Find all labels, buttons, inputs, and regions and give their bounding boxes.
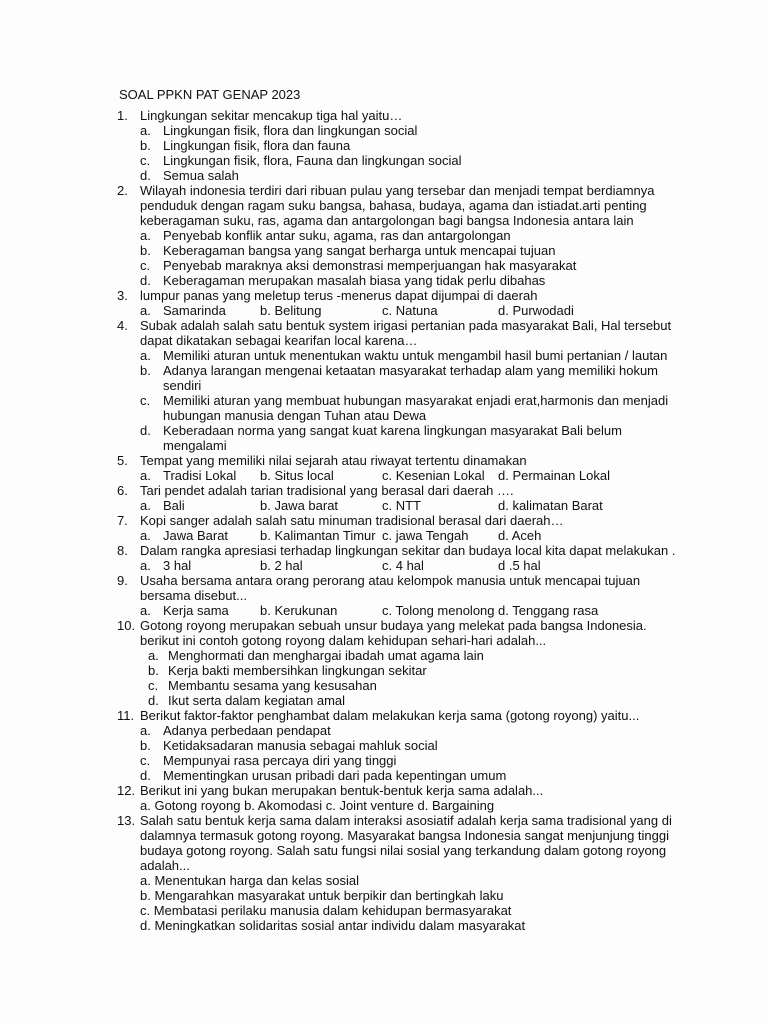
option-letter: c. [140, 153, 151, 168]
option-letter: a. [140, 348, 151, 363]
answer-option: c. Membatasi perilaku manusia dalam kehidupan bermasyarakat [140, 903, 512, 918]
option-letter: a. [140, 723, 151, 738]
answer-option: d. kalimatan Barat [498, 498, 603, 513]
question-text: Tempat yang memiliki nilai sejarah atau riwayat tertentu dinamakan [140, 453, 527, 468]
answer-option: c. Kesenian Lokal [382, 468, 485, 483]
question-10 [0, 618, 768, 708]
question-number: 4. [117, 318, 128, 333]
question-list [0, 108, 768, 933]
option-text: Semua salah [163, 168, 239, 183]
question-number: 6. [117, 483, 128, 498]
answer-option: b. Kalimantan Timur [260, 528, 376, 543]
question-number: 5. [117, 453, 128, 468]
question-11 [0, 708, 768, 783]
answer-option [0, 243, 768, 258]
answer-options-row [0, 558, 768, 573]
option-text: Lingkungan fisik, flora dan fauna [163, 138, 351, 153]
answer-option [0, 648, 768, 663]
question-stem [0, 318, 768, 348]
option-letter: d. [140, 168, 151, 183]
option-text: Keberagaman bangsa yang sangat berharga untuk mencapai tujuan [163, 243, 556, 258]
question-stem [0, 618, 768, 648]
option-letter: b. [140, 243, 151, 258]
option-letter: d. [140, 423, 151, 438]
option-letter: d. [140, 768, 151, 783]
answer-option: b. Mengarahkan masyarakat untuk berpikir dan bertingkah laku [140, 888, 504, 903]
answer-option [0, 168, 768, 183]
option-text: Ikut serta dalam kegiatan amal [168, 693, 346, 708]
option-letter: c. [148, 678, 159, 693]
question-stem [0, 708, 768, 723]
option-letter: a. [140, 558, 151, 573]
answer-option [0, 768, 768, 783]
answer-option: b. Jawa barat [260, 498, 339, 513]
option-text: Adanya larangan mengenai ketaatan masyarakat terhadap alam yang memiliki hokum sendiri [163, 363, 659, 393]
answer-option [0, 663, 768, 678]
answer-option [0, 393, 768, 423]
option-letter: c. [140, 393, 151, 408]
option-text: Mementingkan urusan pribadi dari pada kepentingan umum [163, 768, 507, 783]
question-text: Usaha bersama antara orang perorang atau kelompok manusia untuk mencapai tujuan bersama disebut... [140, 573, 641, 603]
question-9 [0, 573, 768, 618]
question-text: Lingkungan sekitar mencakup tiga hal yaitu… [140, 108, 403, 123]
answer-option: b. 2 hal [260, 558, 303, 573]
answer-option: c. jawa Tengah [382, 528, 469, 543]
question-text: Salah satu bentuk kerja sama dalam interaksi asosiatif adalah kerja sama tradisional yang di dalamnya termasuk gotong royong. Masyarakat bangsa Indonesia sangat menjunjung tinggi budaya gotong royong. Salah satu fungsi nilai sosial yang terkandung dalam gotong royong adalah... [140, 813, 672, 873]
question-number: 3. [117, 288, 128, 303]
option-letter: a. [140, 468, 151, 483]
question-stem [0, 288, 768, 303]
answer-option [0, 138, 768, 153]
question-stem [0, 183, 768, 228]
question-number: 13. [117, 813, 136, 828]
question-2 [0, 183, 768, 288]
answer-option [0, 738, 768, 753]
option-letter: b. [148, 663, 159, 678]
question-number: 9. [117, 573, 128, 588]
answer-options-row [0, 528, 768, 543]
answer-option: Bali [163, 498, 185, 513]
option-letter: a. [140, 303, 151, 318]
question-stem [0, 108, 768, 123]
option-letter: d. [140, 273, 151, 288]
option-letter: c. [140, 258, 151, 273]
option-text: Penyebab maraknya aksi demonstrasi memperjuangan hak masyarakat [163, 258, 577, 273]
option-text: Ketidaksadaran manusia sebagai mahluk social [163, 738, 438, 753]
question-6 [0, 483, 768, 513]
option-text: Mempunyai rasa percaya diri yang tinggi [163, 753, 397, 768]
question-stem [0, 543, 768, 558]
question-stem [0, 453, 768, 468]
option-text: Memiliki aturan untuk menentukan waktu untuk mengambil hasil bumi pertanian / lautan [163, 348, 668, 363]
option-letter: b. [140, 138, 151, 153]
question-3 [0, 288, 768, 318]
question-number: 8. [117, 543, 128, 558]
question-13 [0, 813, 768, 933]
answer-option: c. Tolong menolong [382, 603, 495, 618]
question-stem [0, 513, 768, 528]
question-number: 10. [117, 618, 136, 633]
option-letter: d. [148, 693, 159, 708]
answer-option [0, 273, 768, 288]
answer-option [0, 363, 768, 393]
question-stem [0, 573, 768, 603]
answer-option [0, 693, 768, 708]
option-text: Kerja bakti membersihkan lingkungan sekitar [168, 663, 427, 678]
answer-options-row [0, 603, 768, 618]
question-stem [0, 783, 768, 798]
answer-option: d. Tenggang rasa [498, 603, 599, 618]
answer-option [0, 123, 768, 138]
answer-options-row: a. Gotong royong b. Akomodasi c. Joint venture d. Bargaining [140, 798, 495, 813]
option-letter: b. [140, 363, 151, 378]
answer-option: b. Kerukunan [260, 603, 338, 618]
answer-option [0, 228, 768, 243]
answer-option: b. Belitung [260, 303, 322, 318]
option-text: Memiliki aturan yang membuat hubungan masyarakat enjadi erat,harmonis dan menjadi hubungan manusia dengan Tuhan atau Dewa [163, 393, 669, 423]
option-text: Lingkungan fisik, flora dan lingkungan social [163, 123, 418, 138]
answer-option: c. NTT [382, 498, 421, 513]
answer-option [0, 258, 768, 273]
option-text: Keberadaan norma yang sangat kuat karena lingkungan masyarakat Bali belum mengalami [163, 423, 622, 453]
option-text: Membantu sesama yang kesusahan [168, 678, 377, 693]
question-text: Berikut ini yang bukan merupakan bentuk-bentuk kerja sama adalah... [140, 783, 544, 798]
answer-option [0, 348, 768, 363]
answer-option: c. 4 hal [382, 558, 424, 573]
question-number: 11. [117, 708, 135, 723]
question-number: 2. [117, 183, 128, 198]
option-text: Menghormati dan menghargai ibadah umat agama lain [168, 648, 484, 663]
option-letter: a. [140, 123, 151, 138]
document-title: SOAL PPKN PAT GENAP 2023 [119, 87, 301, 102]
option-letter: c. [140, 753, 151, 768]
answer-options-row [0, 303, 768, 318]
question-number: 1. [117, 108, 128, 123]
answer-options-row [0, 498, 768, 513]
answer-option: d. Purwodadi [498, 303, 574, 318]
answer-option: Tradisi Lokal [163, 468, 237, 483]
answer-option: Samarinda [163, 303, 226, 318]
answer-option: d .5 hal [498, 558, 541, 573]
answer-option: Jawa Barat [163, 528, 229, 543]
answer-option: c. Natuna [382, 303, 438, 318]
question-stem [0, 813, 768, 873]
option-text: Adanya perbedaan pendapat [163, 723, 331, 738]
question-text: Berikut faktor-faktor penghambat dalam melakukan kerja sama (gotong royong) yaitu... [140, 708, 640, 723]
option-letter: b. [140, 738, 151, 753]
option-text: Lingkungan fisik, flora, Fauna dan lingkungan social [163, 153, 462, 168]
option-letter: a. [140, 228, 151, 243]
question-1 [0, 108, 768, 183]
question-8 [0, 543, 768, 573]
answer-option: d. Meningkatkan solidaritas sosial antar individu dalam masyarakat [140, 918, 526, 933]
option-text: Penyebab konflik antar suku, agama, ras dan antargolongan [163, 228, 511, 243]
option-letter: a. [140, 498, 151, 513]
option-text: Keberagaman merupakan masalah biasa yang tidak perlu dibahas [163, 273, 546, 288]
question-number: 12. [117, 783, 136, 798]
question-text: Wilayah indonesia terdiri dari ribuan pulau yang tersebar dan menjadi tempat berdiamnya penduduk dengan ragam suku bangsa, bahasa, budaya, agama dan istiadat.arti penting keberagaman suku, ras, agama dan antargolongan bagi bangsa Indonesia antara lain [140, 183, 655, 228]
answer-option [0, 423, 768, 453]
question-text: Dalam rangka apresiasi terhadap lingkungan sekitar dan budaya local kita dapat melakukan . [140, 543, 676, 558]
answer-option [0, 753, 768, 768]
question-7 [0, 513, 768, 543]
question-text: Gotong royong merupakan sebuah unsur budaya yang melekat pada bangsa Indonesia. berikut ini contoh gotong royong dalam kehidupan sehari-hari adalah... [140, 618, 647, 648]
question-text: Kopi sanger adalah salah satu minuman tradisional berasal dari daerah… [140, 513, 564, 528]
answer-option [0, 153, 768, 168]
answer-option: a. Menentukan harga dan kelas sosial [140, 873, 359, 888]
answer-option [0, 723, 768, 738]
answer-option: 3 hal [163, 558, 192, 573]
answer-options-row [0, 468, 768, 483]
answer-option: Kerja sama [163, 603, 229, 618]
question-text: lumpur panas yang meletup terus -menerus dapat dijumpai di daerah [140, 288, 538, 303]
answer-option: d. Permainan Lokal [498, 468, 611, 483]
question-number: 7. [117, 513, 128, 528]
question-text: Subak adalah salah satu bentuk system irigasi pertanian pada masyarakat Bali, Hal tersebut dapat dikatakan sebagai kearifan local karena… [140, 318, 672, 348]
option-letter: a. [140, 528, 151, 543]
answer-option [0, 678, 768, 693]
question-text: Tari pendet adalah tarian tradisional yang berasal dari daerah …. [140, 483, 514, 498]
question-12 [0, 783, 768, 813]
question-4 [0, 318, 768, 453]
question-stem [0, 483, 768, 498]
answer-option: d. Aceh [498, 528, 542, 543]
question-5 [0, 453, 768, 483]
option-letter: a. [140, 603, 151, 618]
answer-option: b. Situs local [260, 468, 334, 483]
option-letter: a. [148, 648, 159, 663]
